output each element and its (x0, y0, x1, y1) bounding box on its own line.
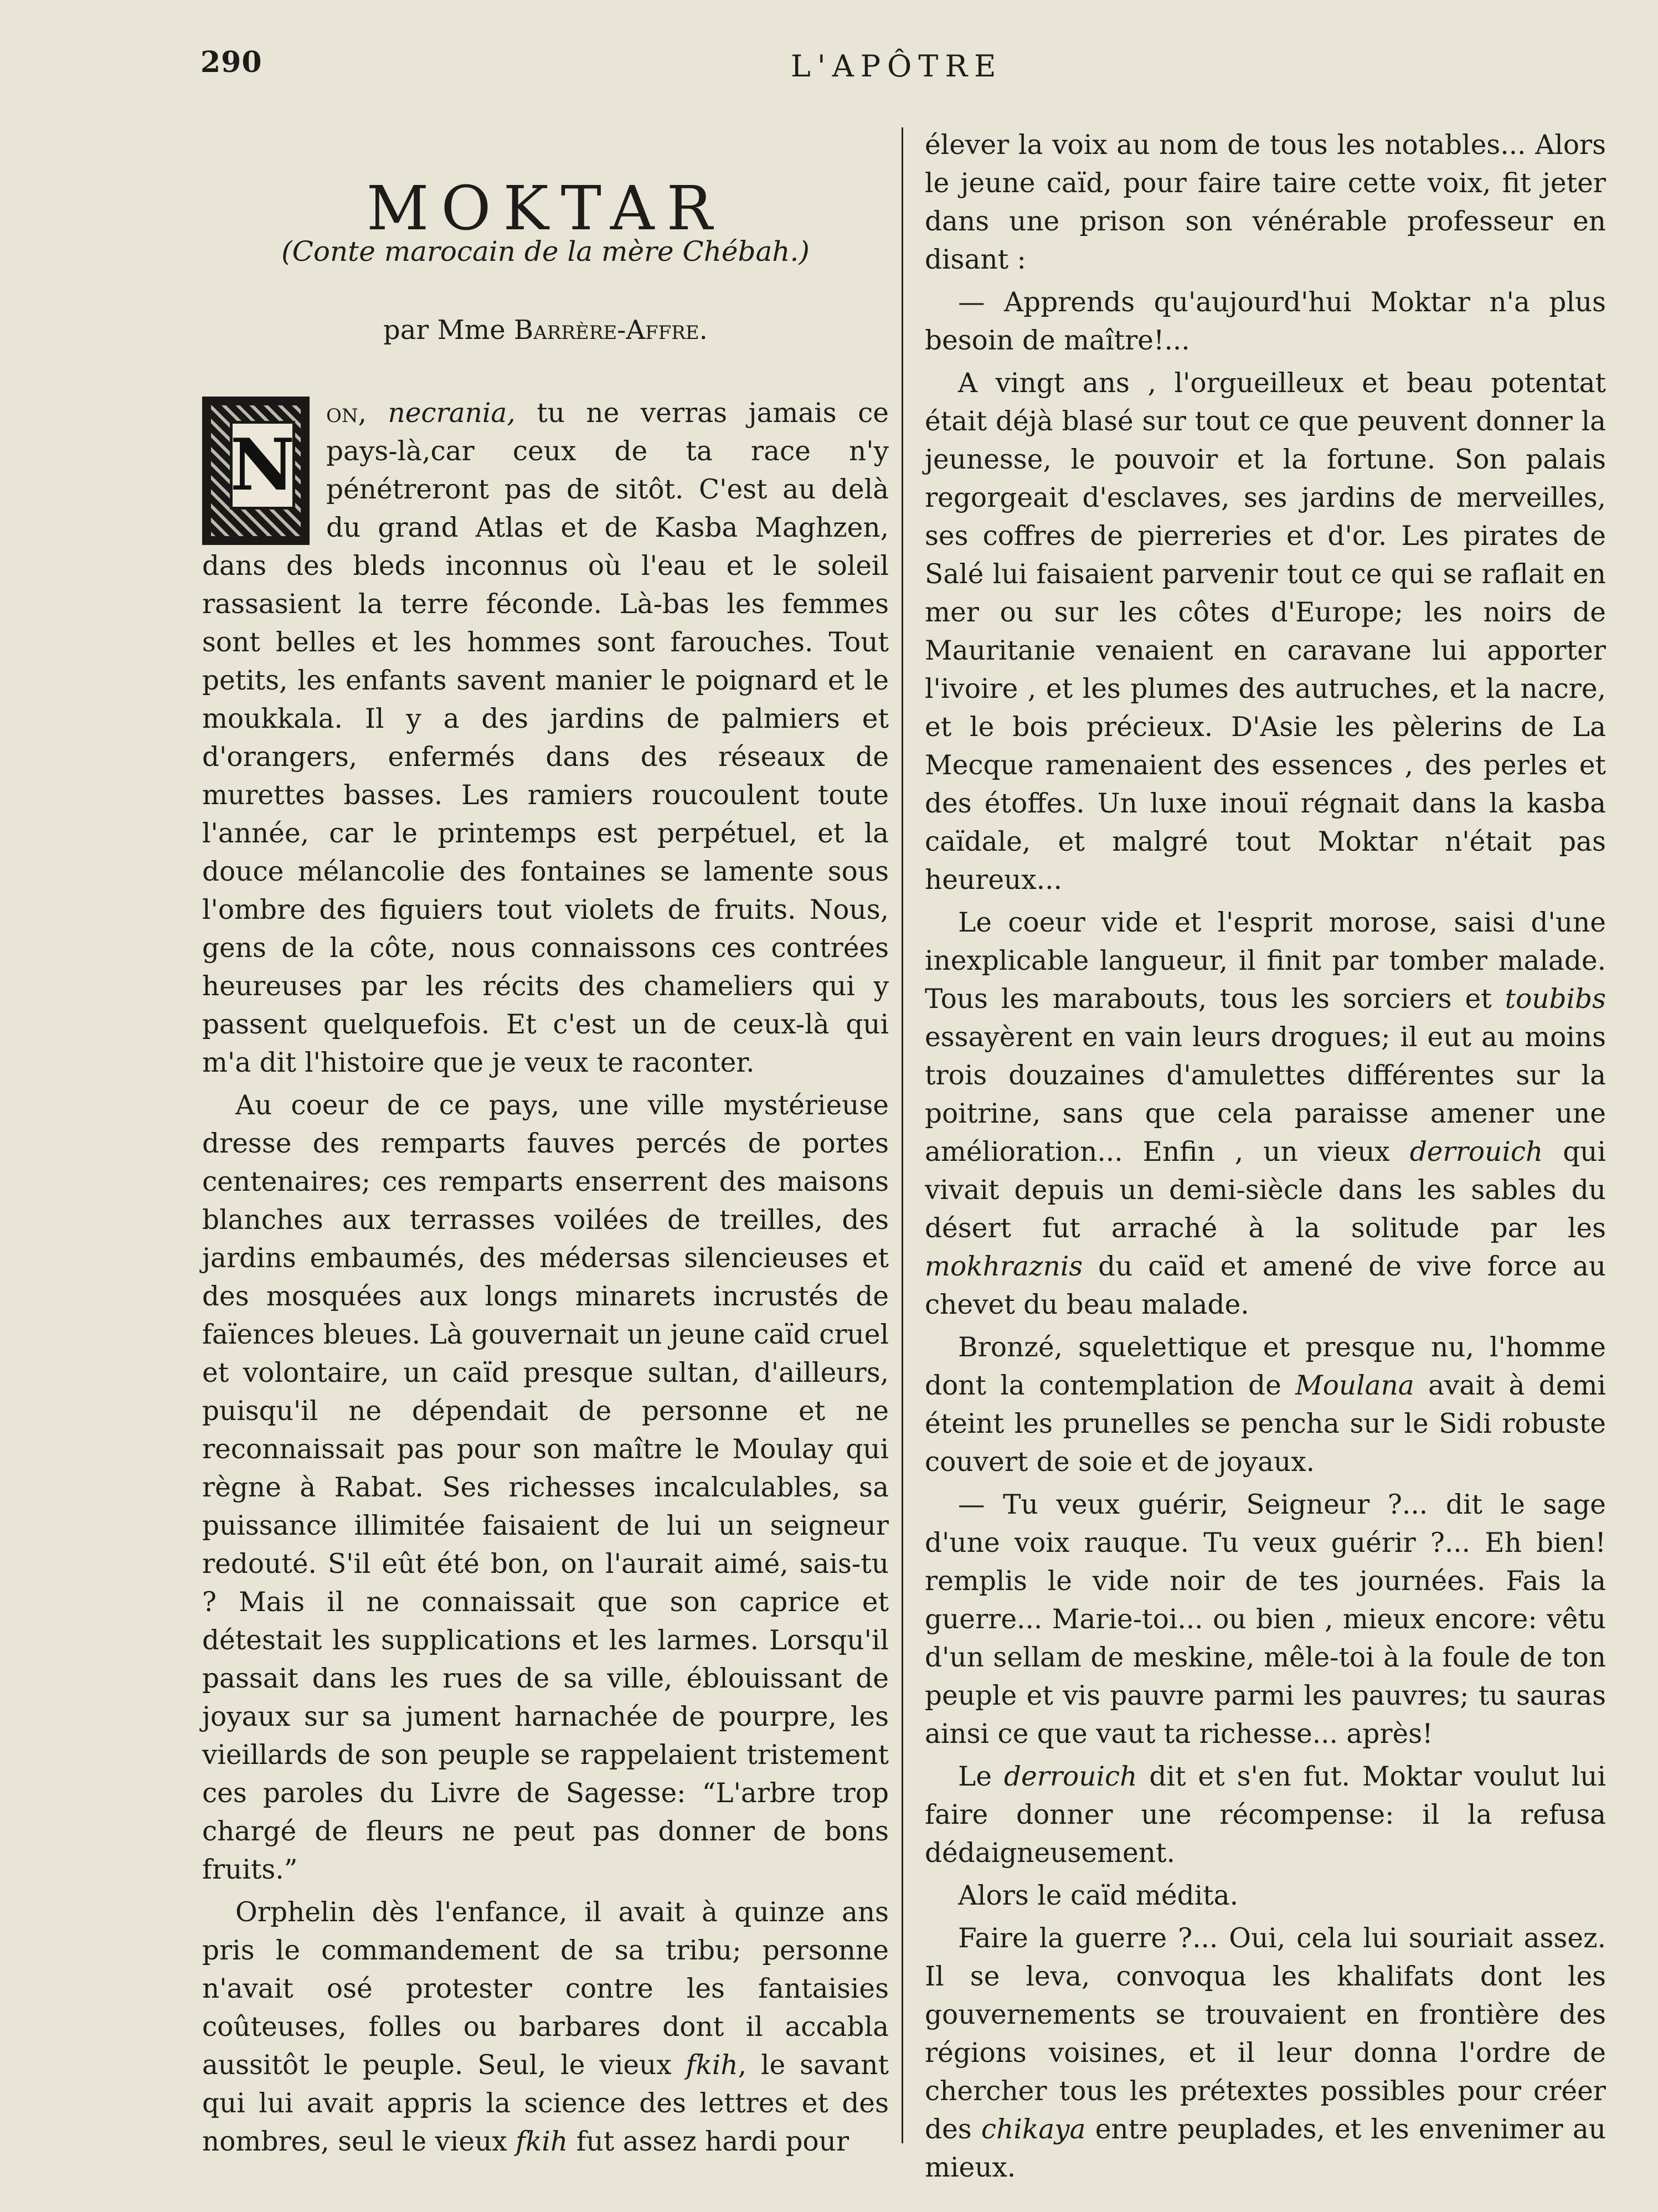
paragraph (202, 394, 889, 1082)
emphasis: fkih (686, 2050, 738, 2081)
paragraph: — Tu veux guérir, Seigneur ?... dit le sage d'une voix rauque. Tu veux guérir ?... Eh bien! remplis le vide noir de tes journées. Fais la guerre... Marie-toi... ou bien , mieux encore: vêtu d'un sellam de meskine, mêle-toi à la foule de ton peuple et vis pauvre parmi les pauvres; tu sauras ainsi ce que vaut ta richesse... après! (925, 1489, 1606, 1750)
paragraph: A vingt ans , l'orgueilleux et beau potentat était déjà blasé sur tout ce que peuvent donner la jeunesse, le pouvoir et la fortune. Son palais regorgeait d'esclaves, ses jardins de merveilles, ses coffres de pierreries et d'or. Les pirates de Salé lui faisaient parvenir tout ce qui se raflait en mer ou sur les côtes d'Europe; les noirs de Mauritanie venaient en caravane lui apporter l'ivoire , et les plumes des autruches, et la nacre, et le bois précieux. D'Asie les pèlerins de La Mecque ramenaient des essences , des perles et des étoffes. Un luxe inouï régnait dans la kasba caïdale, et malgré tout Moktar n'était pas heureux... (925, 368, 1606, 896)
emphasis: Moulana (1295, 1370, 1414, 1401)
paragraph (925, 904, 1606, 1324)
text-run: du caïd et amené de vive force au chevet du beau malade. (925, 1251, 1606, 1320)
article-title: MOKTAR (366, 172, 725, 244)
paragraph: Alors le caïd médita. (958, 1880, 1238, 1911)
dropcap-letter: N (230, 421, 295, 510)
text-run: Le coeur vide et l'esprit morose, saisi d'une inexplicable langueur, il finit par tomber malade. Tous les marabouts, tous les sorciers et (925, 907, 1606, 1015)
emphasis: fkih (516, 2126, 568, 2157)
text-run: , le savant qui lui avait appris la science des lettres et des nombres, seul le vieux (202, 2050, 889, 2157)
paragraph (925, 1758, 1606, 1873)
text-run: qui vivait depuis un demi-siècle dans les sables du désert fut arraché à la solitude par les (925, 1136, 1606, 1244)
article-byline (202, 315, 889, 346)
text-run: Le (958, 1761, 992, 1792)
byline-prefix: par Mme (383, 315, 514, 346)
paragraph: Au coeur de ce pays, une ville mystérieuse dresse des remparts fauves percés de portes centenaires; ces remparts enserrent des maisons blanches aux terrasses voilées de treilles, des jardins embaumés, des médersas silencieuses et des mosquées aux longs minarets incrustés de faïences bleues. Là gouvernait un jeune caïd cruel et volontaire, un caïd presque sultan, d'ailleurs, puisqu'il ne dépendait de personne et ne reconnaissait pas pour son maître le Moulay qui règne à Rabat. Ses richesses incalculables, sa puissance illimitée faisaient de lui un seigneur redouté. S'il eût été bon, on l'aurait aimé, sais-tu ? Mais il ne connaissait que son caprice et détestait les supplications et les larmes. Lorsqu'il passait dans les rues de sa ville, éblouissant de joyaux sur sa jument harnachée de pourpre, les vieillards de son peuple se rappelaient tristement ces paroles du Livre de Sagesse: “L'arbre trop chargé de fleurs ne peut pas donner de bons fruits.” (202, 1090, 889, 1885)
text-run: fut assez hardi pour (576, 2126, 849, 2157)
article-subtitle: (Conte marocain de la mère Chébah.) (281, 235, 810, 268)
text-run: entre peuplades, et les envenimer au mieux. (925, 2114, 1606, 2183)
paragraph (202, 1894, 889, 2161)
paragraph (925, 1329, 1606, 1481)
emphasis: chikaya (981, 2114, 1086, 2145)
emphasis: toubibs (1505, 984, 1606, 1015)
first-word: on, (326, 398, 367, 429)
byline-author: Barrère-Affre. (513, 315, 708, 346)
text-run: essayèrent en vain leurs drogues; il eut au moins trois douzaines d'amulettes différentes sur la poitrine, sans que cela paraisse amener une amélioration... Enfin , un vieux (925, 1022, 1606, 1167)
decorative-initial-icon (202, 397, 310, 545)
paragraph: — Apprends qu'aujourd'hui Moktar n'a plus besoin de maître!... (925, 287, 1606, 356)
emphasis: mokhraznis (925, 1251, 1083, 1282)
running-title: L'APÔTRE (791, 49, 1003, 84)
text-run: avait à demi éteint les prunelles se pencha sur le Sidi robuste couvert de soie et de joyaux. (925, 1370, 1606, 1478)
text-run: Orphelin dès l'enfance, il avait à quinze ans pris le commandement de sa tribu; personne n'avait osé protester contre les fantaisies coûteuses, folles ou barbares dont il accabla aussitôt le peuple. Seul, le vieux (202, 1897, 889, 2081)
page-number: 290 (200, 45, 262, 79)
text-run: Bronzé, squelettique et presque nu, l'homme dont la contemplation de (925, 1332, 1606, 1401)
emphasis: derrouich (1409, 1136, 1543, 1167)
left-body (202, 394, 889, 2161)
text-run: tu ne verras jamais ce pays-là,car ceux de ta race n'y pénétreront pas de sitôt. C'est au delà du grand Atlas et de Kasba Maghzen, dans des bleds inconnus où l'eau et le soleil rassasient la terre féconde. Là-bas les femmes sont belles et les hommes sont farouches. Tout petits, les enfants savent manier le poignard et le moukkala. Il y a des jardins de palmiers et d'orangers, enfermés dans des réseaux de murettes basses. Les ramiers roucoulent toute l'année, car le printemps est perpétuel, et la douce mélancolie des fontaines se lamente sous l'ombre des figuiers tout violets de fruits. Nous, gens de la côte, nous connaissons ces contrées heureuses par les récits des chameliers qui y passent quelquefois. Et c'est un de ceux-là qui m'a dit l'histoire que je veux te raconter. (202, 398, 889, 1078)
column-divider (902, 127, 903, 2143)
right-column (925, 126, 1606, 2187)
emphasis: derrouich (1003, 1761, 1137, 1792)
emphasis: necrania, (388, 398, 516, 429)
text-run: Faire la guerre ?... Oui, cela lui souriait assez. Il se leva, convoqua les khalifats dont les gouvernements se trouvaient en frontière des régions voisines, et il leur donna l'ordre de chercher tous les prétextes possibles pour créer des (925, 1923, 1606, 2145)
paragraph: élever la voix au nom de tous les notables... Alors le jeune caïd, pour faire taire cette voix, fit jeter dans une prison son vénérable professeur en disant : (925, 130, 1606, 275)
paragraph (925, 1920, 1606, 2187)
text-run: dit et s'en fut. Moktar voulut lui faire donner une récompense: il la refusa dédaigneusement. (925, 1761, 1606, 1869)
